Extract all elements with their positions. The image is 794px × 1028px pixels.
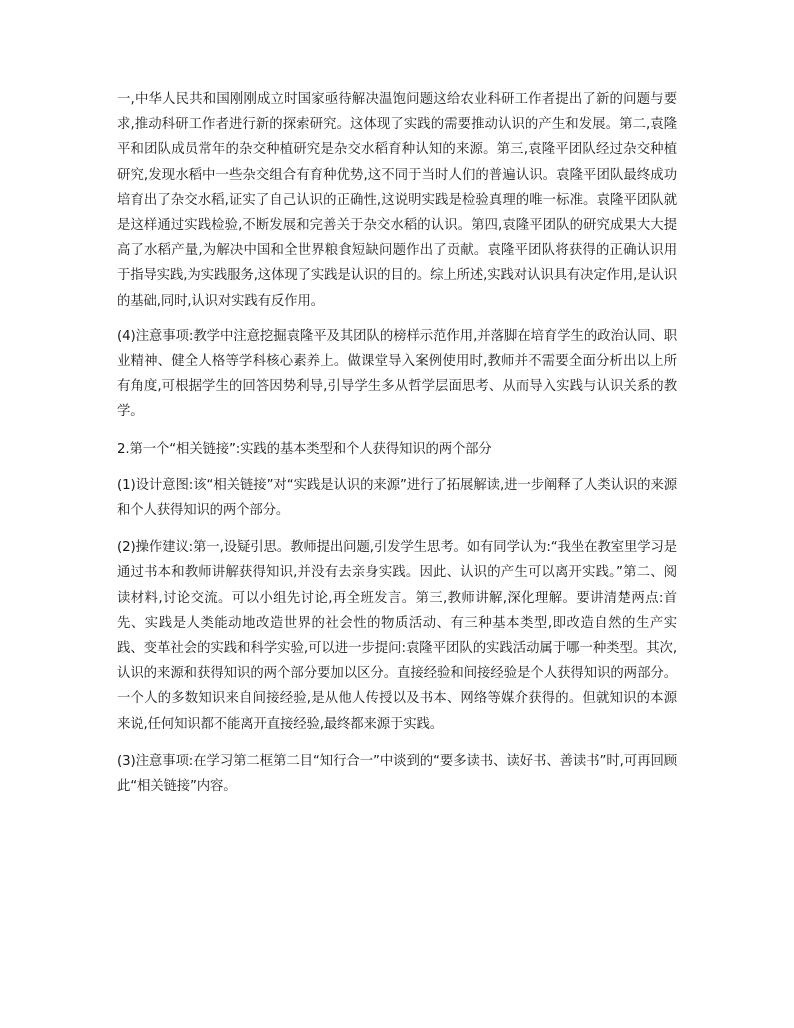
paragraph-notes-4: (4)注意事项:教学中注意挖掘袁隆平及其团队的榜样示范作用,并落脚在培育学生的政治认同、职业精神、健全人格等学科核心素养上。做课堂导入案例使用时,教师并不需要全面分析出以上所有角度,可根据学生的回答因势利导,引导学生多从哲学层面思考、从而导入实践与认识关系的教学。 bbox=[117, 328, 677, 420]
paragraph-practice-analysis: 一,中华人民共和国刚刚成立时国家亟待解决温饱问题这给农业科研工作者提出了新的问题与要求,推动科研工作者进行新的探索研究。这体现了实践的需要推动认识的产生和发展。第二,袁隆平和团队成员常年的杂交种植研究是杂交水稻育种认知的来源。第三,袁隆平团队经过杂交种植研究,发现水稻中一些杂交组合有育种优势,这不同于当时人们的普遍认识。袁隆平团队最终成功培育出了杂交水稻,证实了自己认识的正确性,这说明实践是检验真理的唯一标准。袁隆平团队就是这样通过实践检验,不断发展和完善关于杂交水稻的认识。第四,袁隆平团队的研究成果大大提高了水稻产量,为解决中国和全世界粮食短缺问题作出了贡献。袁隆平团队将获得的正确认识用于指导实践,为实践服务,这体现了实践是认识的目的。综上所述,实践对认识具有决定作用,是认识的基础,同时,认识对实践有反作用。 bbox=[117, 92, 677, 309]
section-heading-related-link: 2.第一个“相关链接”:实践的基本类型和个人获得知识的两个部分 bbox=[117, 441, 492, 457]
paragraph-design-intent: (1)设计意图:该“相关链接”对“实践是认识的来源”进行了拓展解读,进一步阐释了人类认识的来源和个人获得知识的两个部分。 bbox=[117, 477, 677, 519]
paragraph-notes-3: (3)注意事项:在学习第二框第二目“知行合一”中谈到的“要多读书、读好书、善读书”时,可再回顾此“相关链接”内容。 bbox=[117, 753, 677, 795]
document-body bbox=[117, 87, 677, 811]
paragraph-operation-suggestions: (2)操作建议:第一,设疑引思。教师提出问题,引发学生思考。如有同学认为:“我坐在教室里学习是通过书本和教师讲解获得知识,并没有去亲身实践。因此、认识的产生可以离开实践。”第二、阅读材料,讨论交流。可以小组先讨论,再全班发言。第三,教师讲解,深化理解。要讲清楚两点:首先、实践是人类能动地改造世界的社会性的物质活动、有三种基本类型,即改造自然的生产实践、变革社会的实践和科学实验,可以进一步提问:袁隆平团队的实践活动属于哪一种类型。其次,认识的来源和获得知识的两个部分要加以区分。直接经验和间接经验是个人获得知识的两部分。一个人的多数知识来自间接经验,是从他人传授以及书本、网络等媒介获得的。但就知识的本源来说,任何知识都不能离开直接经验,最终都来源于实践。 bbox=[117, 540, 677, 732]
